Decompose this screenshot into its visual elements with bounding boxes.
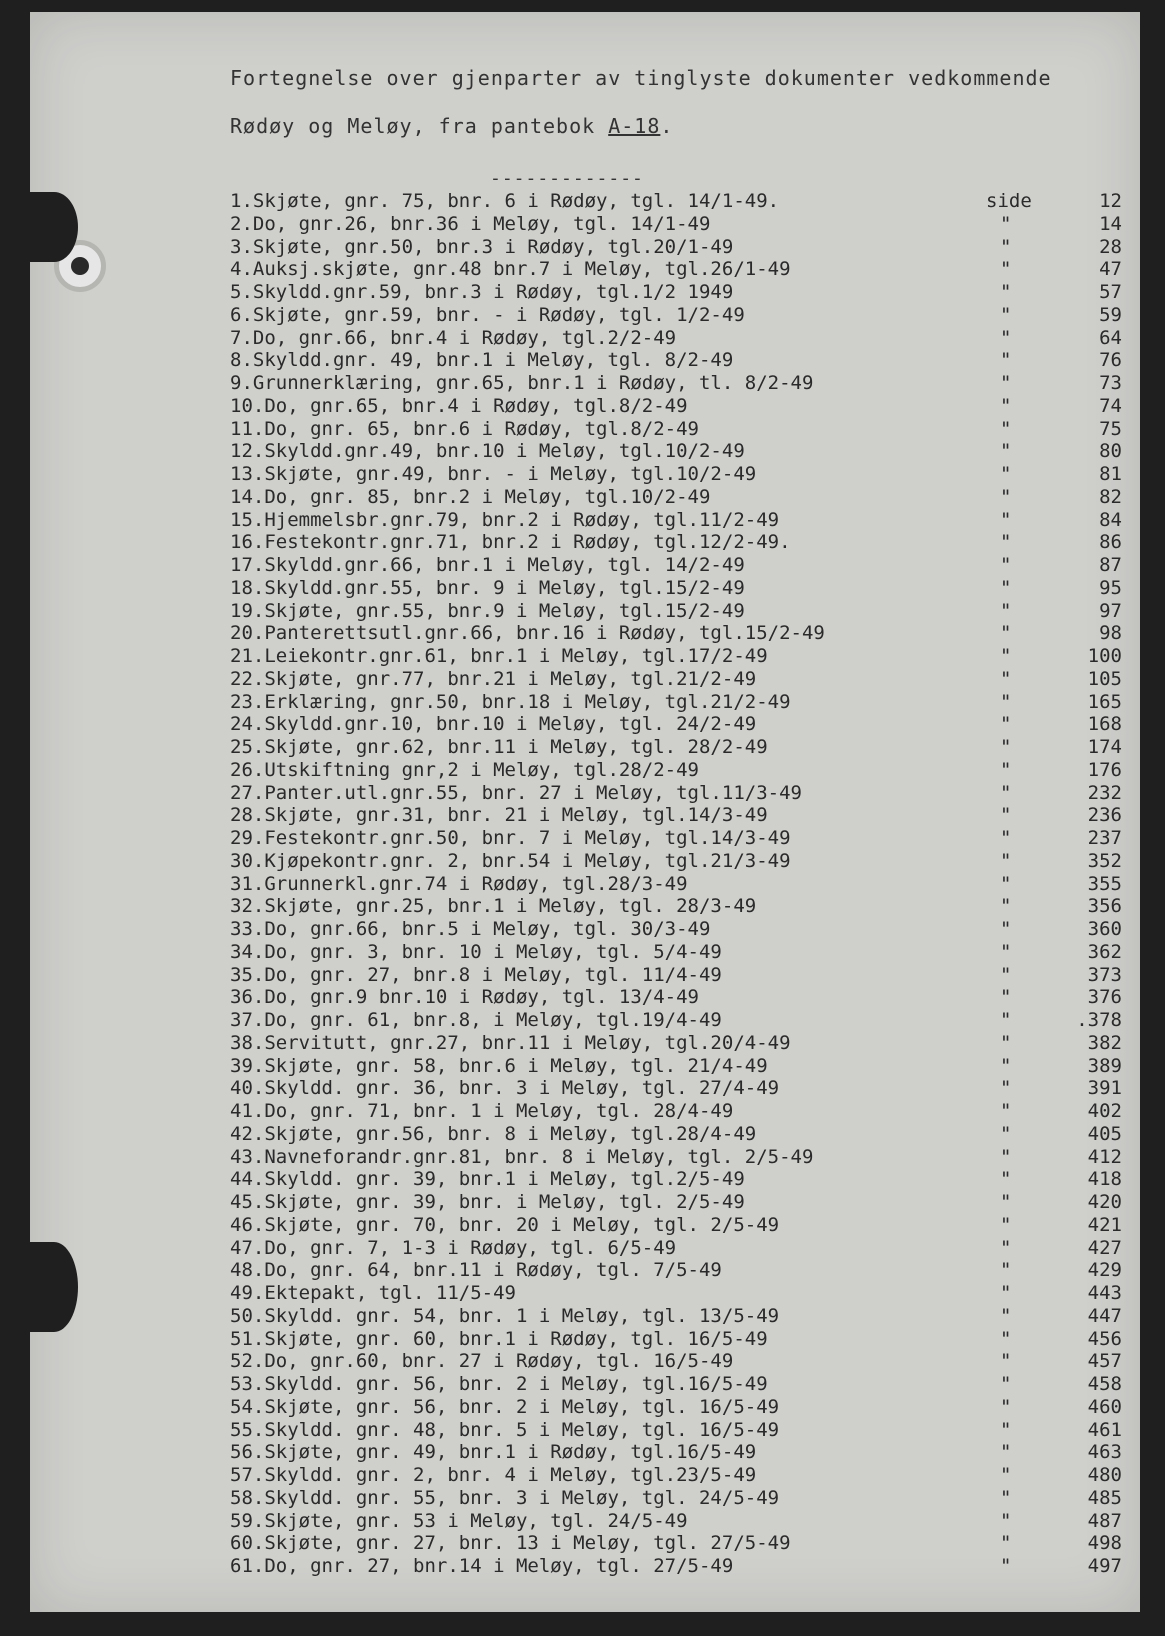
list-item	[230, 895, 1130, 918]
page-number: 420	[1087, 1191, 1122, 1213]
page-number: 87	[1099, 554, 1122, 576]
page-number: 236	[1087, 804, 1122, 827]
ditto-mark: "	[1000, 986, 1012, 1009]
ditto-mark: "	[1000, 1373, 1012, 1395]
ditto-mark: "	[1000, 576, 1012, 599]
list-item	[230, 1555, 1130, 1578]
document-subtitle	[230, 114, 673, 138]
list-item	[230, 1441, 1130, 1464]
ditto-mark: "	[1000, 508, 1012, 531]
ditto-mark: "	[1000, 781, 1012, 804]
list-item	[230, 1419, 1130, 1442]
entry-text: 48.Do, gnr. 64, bnr.11 i Rødøy, tgl. 7/5-49	[230, 1259, 722, 1282]
page-number: 232	[1087, 781, 1122, 804]
ditto-mark: "	[1000, 1236, 1012, 1259]
page-number: 447	[1087, 1304, 1122, 1327]
page-number: 480	[1087, 1464, 1122, 1486]
list-item	[230, 1373, 1130, 1396]
list-item	[230, 418, 1130, 441]
entry-text: 41.Do, gnr. 71, bnr. 1 i Meløy, tgl. 28/4-49	[230, 1100, 734, 1122]
ditto-mark: "	[1000, 258, 1012, 281]
ditto-mark: "	[1000, 940, 1012, 963]
list-item	[230, 258, 1130, 281]
torn-edge	[30, 192, 78, 262]
list-item	[230, 1305, 1130, 1328]
ditto-mark: "	[1000, 736, 1012, 758]
document-title: Fortegnelse over gjenparter av tinglyste dokumenter vedkommende	[230, 66, 1052, 90]
list-item	[230, 827, 1130, 850]
list-item	[230, 327, 1130, 350]
page-number: 80	[1099, 440, 1122, 463]
page-number: 460	[1087, 1395, 1122, 1418]
page-number: 28	[1099, 235, 1122, 258]
entry-text: 24.Skyldd.gnr.10, bnr.10 i Meløy, tgl. 24/2-49	[230, 713, 757, 736]
entry-text: 60.Skjøte, gnr. 27, bnr. 13 i Meløy, tgl. 27/5-49	[230, 1532, 791, 1555]
page-number: 168	[1087, 713, 1122, 736]
entry-text: 20.Panterettsutl.gnr.66, bnr.16 i Rødøy, tgl.15/2-49	[230, 622, 825, 645]
page-number: 100	[1087, 645, 1122, 667]
list-item	[230, 600, 1130, 623]
entry-text: 26.Utskiftning gnr,2 i Meløy, tgl.28/2-49	[230, 758, 699, 781]
entry-text: 18.Skyldd.gnr.55, bnr. 9 i Meløy, tgl.15/2-49	[230, 576, 745, 599]
page-number: 86	[1099, 531, 1122, 554]
page-number: 176	[1087, 758, 1122, 781]
page-number: 498	[1087, 1532, 1122, 1555]
ditto-mark: "	[1000, 1395, 1012, 1418]
list-item	[230, 873, 1130, 896]
list-item	[230, 1123, 1130, 1146]
entry-text: 45.Skjøte, gnr. 39, bnr. i Meløy, tgl. 2/5-49	[230, 1191, 745, 1213]
list-item	[230, 395, 1130, 418]
list-item	[230, 531, 1130, 554]
ditto-mark: "	[1000, 417, 1012, 440]
document-page	[30, 12, 1140, 1612]
ditto-mark: "	[1000, 963, 1012, 986]
page-number: 373	[1087, 963, 1122, 986]
entry-text: 49.Ektepakt, tgl. 11/5-49	[230, 1282, 516, 1304]
ditto-mark: "	[1000, 1077, 1012, 1100]
ditto-mark: "	[1000, 485, 1012, 508]
entry-text: 28.Skjøte, gnr.31, bnr. 21 i Meløy, tgl.14/3-49	[230, 804, 768, 827]
list-item	[230, 349, 1130, 372]
list-item	[230, 941, 1130, 964]
ditto-mark: "	[1000, 849, 1012, 872]
ditto-mark: "	[1000, 1009, 1012, 1031]
page-number: 376	[1087, 986, 1122, 1009]
ditto-mark: "	[1000, 1100, 1012, 1122]
list-item	[230, 1055, 1130, 1078]
list-item	[230, 1282, 1130, 1305]
entry-text: 1.Skjøte, gnr. 75, bnr. 6 i Rødøy, tgl. 14/1-49.	[230, 190, 780, 212]
ditto-mark: "	[1000, 1213, 1012, 1236]
page-number: 81	[1099, 463, 1122, 485]
ditto-mark: "	[1000, 372, 1012, 394]
page-number: 497	[1087, 1555, 1122, 1577]
list-item	[230, 964, 1130, 987]
entry-text: 5.Skyldd.gnr.59, bnr.3 i Rødøy, tgl.1/2 1949	[230, 281, 734, 303]
entry-text: 16.Festekontr.gnr.71, bnr.2 i Rødøy, tgl.12/2-49.	[230, 531, 791, 554]
page-number: 382	[1087, 1031, 1122, 1054]
ditto-mark: "	[1000, 349, 1012, 372]
list-item	[230, 463, 1130, 486]
ditto-mark: "	[1000, 1532, 1012, 1555]
list-item	[230, 1214, 1130, 1237]
list-item	[230, 1168, 1130, 1191]
ditto-mark: "	[1000, 804, 1012, 827]
ditto-mark: "	[1000, 872, 1012, 895]
page-number: 355	[1087, 872, 1122, 895]
page-number: 461	[1087, 1418, 1122, 1441]
page-number: 352	[1087, 849, 1122, 872]
page-number: 57	[1099, 281, 1122, 303]
ditto-mark: "	[1000, 1441, 1012, 1464]
page-number: 485	[1087, 1486, 1122, 1509]
ditto-mark: "	[1000, 394, 1012, 417]
page-number: 84	[1099, 508, 1122, 531]
subtitle-prefix: Rødøy og Meløy, fra pantebok	[230, 114, 609, 138]
page-number: 97	[1099, 599, 1122, 622]
entry-text: 8.Skyldd.gnr. 49, bnr.1 i Meløy, tgl. 8/2-49	[230, 349, 734, 372]
entry-text: 33.Do, gnr.66, bnr.5 i Meløy, tgl. 30/3-49	[230, 918, 711, 940]
entry-text: 10.Do, gnr.65, bnr.4 i Rødøy, tgl.8/2-49	[230, 394, 688, 417]
ditto-mark: "	[1000, 1054, 1012, 1077]
entry-text: 35.Do, gnr. 27, bnr.8 i Meløy, tgl. 11/4-49	[230, 963, 722, 986]
page-number: .378	[1076, 1009, 1122, 1031]
side-label: side	[986, 190, 1032, 212]
ditto-mark: "	[1000, 1122, 1012, 1145]
list-item	[230, 213, 1130, 236]
page-number: 64	[1099, 326, 1122, 349]
ditto-mark: "	[1000, 827, 1012, 849]
ditto-mark: "	[1000, 1350, 1012, 1373]
list-item	[230, 1146, 1130, 1169]
list-item	[230, 918, 1130, 941]
entry-text: 38.Servitutt, gnr.27, bnr.11 i Meløy, tgl.20/4-49	[230, 1031, 791, 1054]
entry-text: 30.Kjøpekontr.gnr. 2, bnr.54 i Meløy, tgl.21/3-49	[230, 849, 791, 872]
page-number: 165	[1087, 690, 1122, 713]
page-number: 174	[1087, 736, 1122, 758]
separator-line: -------------	[490, 168, 644, 189]
ditto-mark: "	[1000, 1259, 1012, 1282]
entry-text: 29.Festekontr.gnr.50, bnr. 7 i Meløy, tgl.14/3-49	[230, 827, 791, 849]
torn-edge	[30, 1242, 78, 1332]
entry-text: 51.Skjøte, gnr. 60, bnr.1 i Rødøy, tgl. 16/5-49	[230, 1327, 768, 1350]
ditto-mark: "	[1000, 212, 1012, 235]
entry-text: 15.Hjemmelsbr.gnr.79, bnr.2 i Rødøy, tgl.11/2-49	[230, 508, 780, 531]
page-number: 59	[1099, 303, 1122, 326]
ditto-mark: "	[1000, 326, 1012, 349]
list-item	[230, 759, 1130, 782]
list-item	[230, 713, 1130, 736]
entry-text: 23.Erklæring, gnr.50, bnr.18 i Meløy, tgl.21/2-49	[230, 690, 791, 713]
page-number: 362	[1087, 940, 1122, 963]
page-number: 12	[1099, 190, 1122, 212]
entry-text: 52.Do, gnr.60, bnr. 27 i Rødøy, tgl. 16/5-49	[230, 1350, 734, 1373]
entry-text: 43.Navneforandr.gnr.81, bnr. 8 i Meløy, tgl. 2/5-49	[230, 1145, 814, 1168]
ditto-mark: "	[1000, 531, 1012, 554]
list-item	[230, 736, 1130, 759]
list-item	[230, 645, 1130, 668]
page-number: 73	[1099, 372, 1122, 394]
ditto-mark: "	[1000, 554, 1012, 576]
page-number: 75	[1099, 417, 1122, 440]
list-item	[230, 850, 1130, 873]
ditto-mark: "	[1000, 1031, 1012, 1054]
ditto-mark: "	[1000, 463, 1012, 485]
list-item	[230, 1191, 1130, 1214]
page-number: 463	[1087, 1441, 1122, 1464]
page-number: 237	[1087, 827, 1122, 849]
ditto-mark: "	[1000, 599, 1012, 622]
ditto-mark: "	[1000, 281, 1012, 303]
page-number: 456	[1087, 1327, 1122, 1350]
entry-list	[230, 190, 1130, 1578]
ditto-mark: "	[1000, 1191, 1012, 1213]
entry-text: 31.Grunnerkl.gnr.74 i Rødøy, tgl.28/3-49	[230, 872, 688, 895]
entry-text: 14.Do, gnr. 85, bnr.2 i Meløy, tgl.10/2-49	[230, 485, 711, 508]
ditto-mark: "	[1000, 235, 1012, 258]
page-number: 443	[1087, 1282, 1122, 1304]
entry-text: 4.Auksj.skjøte, gnr.48 bnr.7 i Meløy, tgl.26/1-49	[230, 258, 791, 281]
list-item	[230, 509, 1130, 532]
entry-text: 17.Skyldd.gnr.66, bnr.1 i Meløy, tgl. 14/2-49	[230, 554, 745, 576]
ditto-mark: "	[1000, 645, 1012, 667]
ditto-mark: "	[1000, 1168, 1012, 1191]
list-item	[230, 1532, 1130, 1555]
list-item	[230, 1350, 1130, 1373]
list-item	[230, 190, 1130, 213]
ditto-mark: "	[1000, 1304, 1012, 1327]
entry-text: 22.Skjøte, gnr.77, bnr.21 i Meløy, tgl.21/2-49	[230, 667, 757, 690]
entry-text: 21.Leiekontr.gnr.61, bnr.1 i Meløy, tgl.17/2-49	[230, 645, 768, 667]
entry-text: 13.Skjøte, gnr.49, bnr. - i Meløy, tgl.10/2-49	[230, 463, 757, 485]
page-number: 360	[1087, 918, 1122, 940]
list-item	[230, 1100, 1130, 1123]
page-number: 405	[1087, 1122, 1122, 1145]
ditto-mark: "	[1000, 690, 1012, 713]
page-number: 14	[1099, 212, 1122, 235]
entry-text: 32.Skjøte, gnr.25, bnr.1 i Meløy, tgl. 28/3-49	[230, 895, 757, 918]
ditto-mark: "	[1000, 895, 1012, 918]
list-item	[230, 804, 1130, 827]
list-item	[230, 372, 1130, 395]
list-item	[230, 1077, 1130, 1100]
entry-text: 37.Do, gnr. 61, bnr.8, i Meløy, tgl.19/4-49	[230, 1009, 722, 1031]
ditto-mark: "	[1000, 1555, 1012, 1577]
list-item	[230, 440, 1130, 463]
list-item	[230, 304, 1130, 327]
page-number: 421	[1087, 1213, 1122, 1236]
ditto-mark: "	[1000, 1464, 1012, 1486]
entry-text: 34.Do, gnr. 3, bnr. 10 i Meløy, tgl. 5/4-49	[230, 940, 722, 963]
page-number: 418	[1087, 1168, 1122, 1191]
page-number: 76	[1099, 349, 1122, 372]
ditto-mark: "	[1000, 1509, 1012, 1532]
list-item	[230, 782, 1130, 805]
entry-text: 42.Skjøte, gnr.56, bnr. 8 i Meløy, tgl.28/4-49	[230, 1122, 757, 1145]
entry-text: 27.Panter.utl.gnr.55, bnr. 27 i Meløy, tgl.11/3-49	[230, 781, 802, 804]
entry-text: 19.Skjøte, gnr.55, bnr.9 i Meløy, tgl.15/2-49	[230, 599, 745, 622]
page-number: 429	[1087, 1259, 1122, 1282]
ditto-mark: "	[1000, 1327, 1012, 1350]
entry-text: 59.Skjøte, gnr. 53 i Meløy, tgl. 24/5-49	[230, 1509, 688, 1532]
page-number: 412	[1087, 1145, 1122, 1168]
list-item	[230, 554, 1130, 577]
entry-text: 36.Do, gnr.9 bnr.10 i Rødøy, tgl. 13/4-49	[230, 986, 699, 1009]
ditto-mark: "	[1000, 918, 1012, 940]
page-number: 391	[1087, 1077, 1122, 1100]
list-item	[230, 1396, 1130, 1419]
ditto-mark: "	[1000, 1282, 1012, 1304]
list-item	[230, 668, 1130, 691]
page-number: 98	[1099, 622, 1122, 645]
list-item	[230, 281, 1130, 304]
page-number: 427	[1087, 1236, 1122, 1259]
list-item	[230, 1237, 1130, 1260]
list-item	[230, 1510, 1130, 1533]
entry-text: 57.Skyldd. gnr. 2, bnr. 4 i Meløy, tgl.23/5-49	[230, 1464, 757, 1486]
entry-text: 50.Skyldd. gnr. 54, bnr. 1 i Meløy, tgl. 13/5-49	[230, 1304, 780, 1327]
list-item	[230, 1259, 1130, 1282]
ditto-mark: "	[1000, 667, 1012, 690]
pantebok-number: A-18	[608, 114, 661, 138]
entry-text: 47.Do, gnr. 7, 1-3 i Rødøy, tgl. 6/5-49	[230, 1236, 677, 1259]
list-item	[230, 1464, 1130, 1487]
list-item	[230, 236, 1130, 259]
entry-text: 54.Skjøte, gnr. 56, bnr. 2 i Meløy, tgl. 16/5-49	[230, 1395, 780, 1418]
entry-text: 56.Skjøte, gnr. 49, bnr.1 i Rødøy, tgl.16/5-49	[230, 1441, 757, 1464]
entry-text: 44.Skyldd. gnr. 39, bnr.1 i Meløy, tgl.2/5-49	[230, 1168, 745, 1191]
page-number: 95	[1099, 576, 1122, 599]
list-item	[230, 577, 1130, 600]
ditto-mark: "	[1000, 440, 1012, 463]
ditto-mark: "	[1000, 1145, 1012, 1168]
page-number: 105	[1087, 667, 1122, 690]
entry-text: 7.Do, gnr.66, bnr.4 i Rødøy, tgl.2/2-49	[230, 326, 677, 349]
page-number: 458	[1087, 1373, 1122, 1395]
list-item	[230, 1032, 1130, 1055]
list-item	[230, 1487, 1130, 1510]
entry-text: 3.Skjøte, gnr.50, bnr.3 i Rødøy, tgl.20/1-49	[230, 235, 734, 258]
list-item	[230, 486, 1130, 509]
ditto-mark: "	[1000, 1486, 1012, 1509]
page-number: 402	[1087, 1100, 1122, 1122]
subtitle-suffix: .	[660, 114, 674, 138]
entry-text: 11.Do, gnr. 65, bnr.6 i Rødøy, tgl.8/2-49	[230, 417, 699, 440]
entry-text: 53.Skyldd. gnr. 56, bnr. 2 i Meløy, tgl.16/5-49	[230, 1373, 768, 1395]
entry-text: 6.Skjøte, gnr.59, bnr. - i Rødøy, tgl. 1/2-49	[230, 303, 745, 326]
ditto-mark: "	[1000, 622, 1012, 645]
entry-text: 12.Skyldd.gnr.49, bnr.10 i Meløy, tgl.10/2-49	[230, 440, 745, 463]
entry-text: 9.Grunnerklæring, gnr.65, bnr.1 i Rødøy, tl. 8/2-49	[230, 372, 814, 394]
page-number: 389	[1087, 1054, 1122, 1077]
entry-text: 40.Skyldd. gnr. 36, bnr. 3 i Meløy, tgl. 27/4-49	[230, 1077, 780, 1100]
list-item	[230, 1328, 1130, 1351]
entry-text: 2.Do, gnr.26, bnr.36 i Meløy, tgl. 14/1-49	[230, 212, 711, 235]
ditto-mark: "	[1000, 1418, 1012, 1441]
page-number: 487	[1087, 1509, 1122, 1532]
page-number: 457	[1087, 1350, 1122, 1373]
list-item	[230, 986, 1130, 1009]
entry-text: 58.Skyldd. gnr. 55, bnr. 3 i Meløy, tgl. 24/5-49	[230, 1486, 780, 1509]
ditto-mark: "	[1000, 758, 1012, 781]
entry-text: 61.Do, gnr. 27, bnr.14 i Meløy, tgl. 27/5-49	[230, 1555, 734, 1577]
list-item	[230, 1009, 1130, 1032]
page-number: 47	[1099, 258, 1122, 281]
entry-text: 39.Skjøte, gnr. 58, bnr.6 i Meløy, tgl. 21/4-49	[230, 1054, 768, 1077]
page-number: 356	[1087, 895, 1122, 918]
page-number: 82	[1099, 485, 1122, 508]
entry-text: 25.Skjøte, gnr.62, bnr.11 i Meløy, tgl. 28/2-49	[230, 736, 768, 758]
entry-text: 46.Skjøte, gnr. 70, bnr. 20 i Meløy, tgl. 2/5-49	[230, 1213, 780, 1236]
list-item	[230, 691, 1130, 714]
page-number: 74	[1099, 394, 1122, 417]
list-item	[230, 622, 1130, 645]
ditto-mark: "	[1000, 713, 1012, 736]
ditto-mark: "	[1000, 303, 1012, 326]
entry-text: 55.Skyldd. gnr. 48, bnr. 5 i Meløy, tgl. 16/5-49	[230, 1418, 780, 1441]
